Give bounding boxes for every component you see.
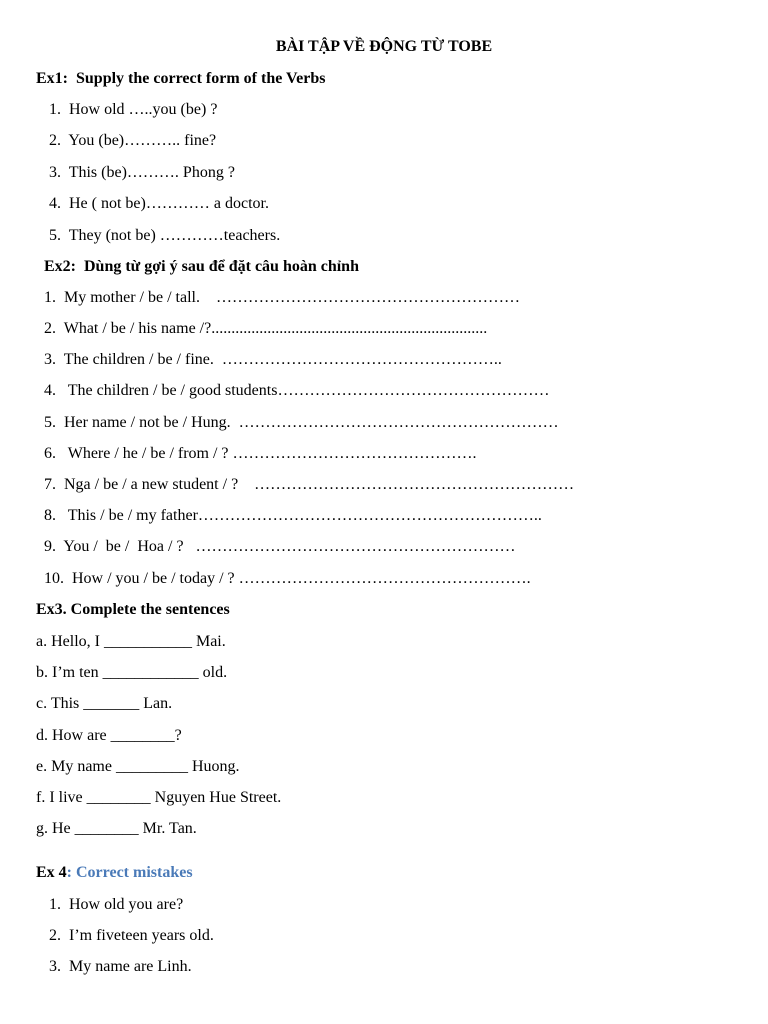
ex2-item: 9. You / be / Hoa / ? …………………………………………………… [44,538,516,555]
ex4-label: Ex 4 [36,864,67,881]
ex4-item: 3. My name are Linh. [49,958,192,975]
ex4-heading [36,863,193,883]
ex1-item: 2. You (be)……….. fine? [49,132,217,149]
ex2-item: 2. What / be / his name /?..................................................................... [44,320,488,337]
ex1-item: 4. He ( not be)………… a doctor. [49,195,269,212]
ex3-item: d. How are ________? [36,727,182,744]
ex4-title: : Correct mistakes [66,864,193,881]
ex3-heading: Ex3. Complete the sentences [36,601,230,618]
ex2-item: 4. The children / be / good students…………………………………………… [44,382,550,399]
ex2-item: 6. Where / he / be / from / ? ………………………………………. [44,445,477,462]
ex2-item: 1. My mother / be / tall. ………………………………………………… [44,289,520,306]
ex2-item: 7. Nga / be / a new student / ? …………………………………………………… [44,476,575,493]
ex2-heading: Ex2: Dùng từ gợi ý sau để đặt câu hoàn chỉnh [44,258,359,275]
ex4-item: 2. I’m fiveteen years old. [49,927,214,944]
ex2-item: 10. How / you / be / today / ? ………………………………………………. [44,570,531,587]
ex3-item: f. I live ________ Nguyen Hue Street. [36,789,282,806]
ex3-item: a. Hello, I ___________ Mai. [36,633,226,650]
ex1-item: 1. How old …..you (be) ? [49,101,218,118]
ex2-item: 5. Her name / not be / Hung. …………………………………………………… [44,414,559,431]
ex2-item: 8. This / be / my father……………………………………………………….. [44,507,542,524]
ex3-item: b. I’m ten ____________ old. [36,664,228,681]
ex3-item: g. He ________ Mr. Tan. [36,820,197,837]
ex1-item: 5. They (not be) …………teachers. [49,227,281,244]
ex1-item: 3. This (be)………. Phong ? [49,164,235,181]
ex3-item: e. My name _________ Huong. [36,758,240,775]
ex4-item: 1. How old you are? [49,896,184,913]
page-title: BÀI TẬP VỀ ĐỘNG TỪ TOBE [275,38,493,55]
ex1-heading: Ex1: Supply the correct form of the Verbs [36,70,326,87]
ex3-item: c. This _______ Lan. [36,695,173,712]
ex2-item: 3. The children / be / fine. …………………………………………….. [44,351,502,368]
